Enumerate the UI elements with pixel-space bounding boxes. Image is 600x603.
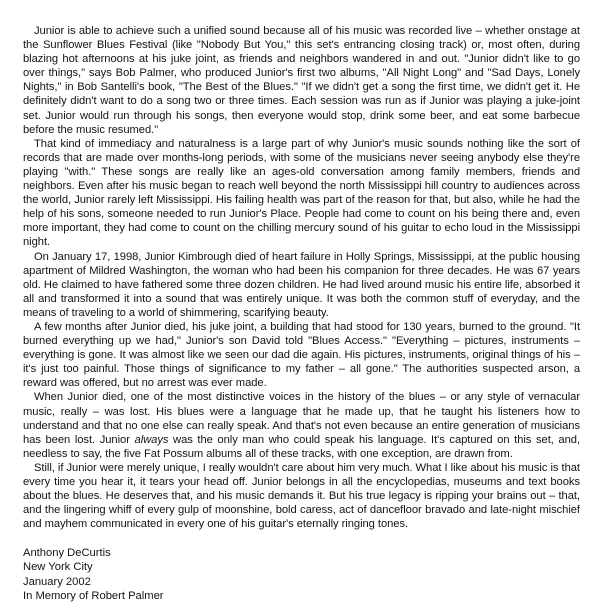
author-location: New York City <box>23 561 93 574</box>
paragraph-juke-joint-fire: A few months after Junior died, his juke joint, a building that had stood for 130 years, burned to the ground. "It burned everything up we had," Junior's son David told "Blues Access." "Everything – pictures, instruments – everything is gone. It was almost like we seen our dad die again. His pictures, instruments, original things of his – it's just too painful. Those things of significance to my father – all gone." The authorities suspected arson, a reward was offered, but no arrest was ever made. <box>23 320 580 390</box>
liner-notes-body <box>23 24 580 531</box>
paragraph-legacy: Still, if Junior were merely unique, I really wouldn't care about him very much. What I like about his music is that every time you hear it, it tears your head off. Junior belongs in all the encyclopedias, museums and text books about the blues. He deserves that, and his music demands it. But his true legacy is ripping your brains out – that, and the lingering whiff of every gulp of moonshine, bold caress, act of dancefloor bravado and late-night mischief and mayhem communicated in every one of his guitar's eternally ringing tones. <box>23 461 580 531</box>
signature-date: January 2002 <box>23 575 91 588</box>
paragraph-immediacy: That kind of immediacy and naturalness is a large part of why Junior's music sounds nothing like the sort of records that are made over months-long periods, with some of the musicians never seeing anybody else they're playing "with." These songs are really like an ages-old conversation among family members, friends and neighbors. Even after his music began to reach well beyond the north Mississippi hill country to audiences across the world, Junior rarely left Mississippi. His failing health was part of the reason for that, but also, while he had the help of his sons, someone needed to run Junior's Place. People had come to count on his being there and, even more important, they had come to count on the chilling mercury sound of his guitar to echo loud in the Mississippi night. <box>23 137 580 249</box>
signature-block <box>23 546 580 602</box>
paragraph-recording-live: Junior is able to achieve such a unified sound because all of his music was recorded live – whether onstage at the Sunflower Blues Festival (like "Nobody But You," this set's entrancing closing track) or, most often, during blazing hot afternoons at his juke joint, as friends and neighbors wandered in and out. "Junior didn't like to go over things," says Bob Palmer, who produced Junior's first two albums, "All Night Long" and "Sad Days, Lonely Nights," in Bob Santelli's book, "The Best of the Blues." "If we didn't get a song the first time, we didn't get it. He definitely didn't want to do a song two or three times. Each session was run as if Junior was playing a juke-joint set. Junior would run through his songs, then everyone would stop, drink some beer, and eat some barbecue before the music resumed." <box>23 25 580 136</box>
paragraph-death: On January 17, 1998, Junior Kimbrough died of heart failure in Holly Springs, Mississippi, at the public housing apartment of Mildred Washington, the woman who had been his companion for three decades. He was 67 years old. He claimed to have fathered some three dozen children. He had lived around music his entire life, absorbed it all and transformed it into a sound that was entirely unique. It was both the common stuff of everyday, and the means of traveling to a world of shimmering, scarifying beauty. <box>23 250 580 319</box>
emphasis-always: always <box>134 433 169 446</box>
paragraph-text-part: When Junior died, one of the most distinctive voices in the history of the blues – or any style of vernacular music, really – was lost. His blues were a language that he made up, that he taught his listeners how to understand and that no one else can really speak. And that's not even because an entire generation of musicians has been lost. Junior <box>23 391 580 446</box>
paragraph-distinctive-voice <box>23 390 580 460</box>
paragraph-text-part: was the only man who could speak his language. It's captured on this set, and, needless to say, the five Fat Possum albums all of these tracks, with one exception, are drawn from. <box>23 433 581 460</box>
dedication: In Memory of Robert Palmer <box>23 589 164 602</box>
author-name: Anthony DeCurtis <box>23 547 111 560</box>
